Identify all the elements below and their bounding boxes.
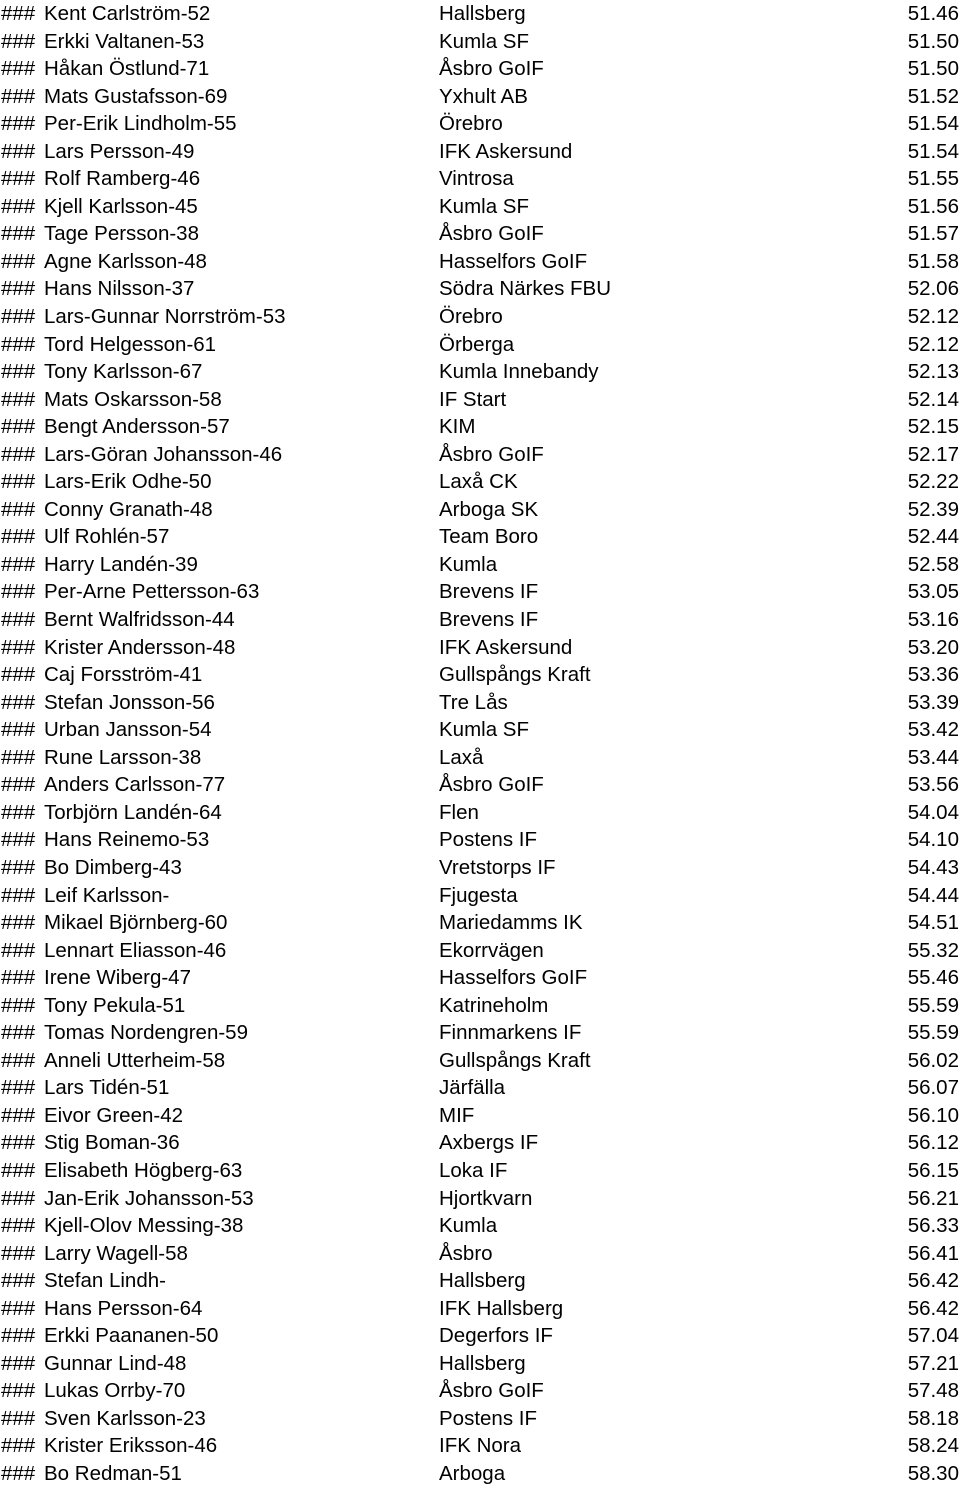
result-row: [0, 992, 960, 1020]
club-cell: Kumla SF: [439, 194, 529, 218]
result-row: [0, 193, 960, 221]
name-cell: Gunnar Lind-48: [44, 1351, 187, 1375]
time-cell: 52.06: [907, 277, 959, 301]
time-cell: 51.50: [907, 57, 959, 81]
result-row: [0, 358, 960, 386]
time-cell: 54.04: [907, 800, 959, 824]
time-cell: 52.13: [907, 360, 959, 384]
time-cell: 51.58: [907, 249, 959, 273]
result-row: [0, 523, 960, 551]
rank-cell: ###: [1, 855, 36, 879]
club-cell: Åsbro GoIF: [439, 222, 544, 246]
name-cell: Torbjörn Landén-64: [44, 800, 222, 824]
club-cell: Hasselfors GoIF: [439, 966, 588, 990]
name-cell: Lars Tidén-51: [44, 1076, 170, 1100]
result-row: [0, 716, 960, 744]
result-row: [0, 28, 960, 56]
club-cell: Postens IF: [439, 828, 537, 852]
name-cell: Agne Karlsson-48: [44, 249, 207, 273]
club-cell: Loka IF: [439, 1158, 508, 1182]
club-cell: Arboga SK: [439, 497, 539, 521]
name-cell: Erkki Paananen-50: [44, 1324, 219, 1348]
rank-cell: ###: [1, 1324, 36, 1348]
result-row: [0, 882, 960, 910]
club-cell: Finnmarkens IF: [439, 1021, 582, 1045]
name-cell: Håkan Östlund-71: [44, 57, 210, 81]
club-cell: IF Start: [439, 387, 507, 411]
rank-cell: ###: [1, 635, 36, 659]
time-cell: 52.17: [907, 442, 959, 466]
club-cell: Brevens IF: [439, 580, 539, 604]
rank-cell: ###: [1, 1186, 36, 1210]
result-row: [0, 771, 960, 799]
name-cell: Conny Granath-48: [44, 497, 213, 521]
name-cell: Larry Wagell-58: [44, 1241, 188, 1265]
result-row: [0, 0, 960, 28]
club-cell: Arboga: [439, 1461, 506, 1485]
time-cell: 52.12: [907, 305, 959, 329]
club-cell: Vretstorps IF: [439, 855, 556, 879]
result-row: [0, 1047, 960, 1075]
time-cell: 54.51: [907, 911, 959, 935]
time-cell: 51.54: [907, 112, 959, 136]
result-row: [0, 578, 960, 606]
club-cell: Mariedamms IK: [439, 911, 583, 935]
result-row: [0, 1267, 960, 1295]
rank-cell: ###: [1, 2, 36, 25]
rank-cell: ###: [1, 1379, 36, 1403]
time-cell: 53.05: [907, 580, 959, 604]
name-cell: Lars-Gunnar Norrström-53: [44, 305, 286, 329]
name-cell: Per-Erik Lindholm-55: [44, 112, 237, 136]
rank-cell: ###: [1, 1406, 36, 1430]
rank-cell: ###: [1, 1214, 36, 1238]
name-cell: Mikael Björnberg-60: [44, 911, 228, 935]
time-cell: 53.20: [907, 635, 959, 659]
club-cell: Hallsberg: [439, 1269, 526, 1293]
time-cell: 56.33: [907, 1214, 959, 1238]
rank-cell: ###: [1, 828, 36, 852]
rank-cell: ###: [1, 305, 36, 329]
name-cell: Lars Persson-49: [44, 139, 195, 163]
result-row: [0, 1405, 960, 1433]
name-cell: Hans Reinemo-53: [44, 828, 210, 852]
result-row: [0, 110, 960, 138]
result-row: [0, 413, 960, 441]
rank-cell: ###: [1, 112, 36, 136]
result-row: [0, 220, 960, 248]
time-cell: 53.16: [907, 608, 959, 632]
rank-cell: ###: [1, 194, 36, 218]
result-row: [0, 964, 960, 992]
rank-cell: ###: [1, 525, 36, 549]
time-cell: 57.48: [907, 1379, 959, 1403]
time-cell: 51.54: [907, 139, 959, 163]
time-cell: 56.15: [907, 1158, 959, 1182]
time-cell: 52.44: [907, 525, 959, 549]
club-cell: Brevens IF: [439, 608, 539, 632]
result-row: [0, 1432, 960, 1460]
name-cell: Caj Forsström-41: [44, 663, 203, 687]
time-cell: 51.52: [907, 84, 959, 108]
rank-cell: ###: [1, 84, 36, 108]
club-cell: Kumla SF: [439, 718, 529, 742]
result-row: [0, 496, 960, 524]
rank-cell: ###: [1, 1461, 36, 1485]
club-cell: Katrineholm: [439, 993, 549, 1017]
club-cell: Laxå: [439, 745, 484, 769]
result-row: [0, 1019, 960, 1047]
name-cell: Kjell Karlsson-45: [44, 194, 198, 218]
club-cell: IFK Askersund: [439, 635, 573, 659]
rank-cell: ###: [1, 773, 36, 797]
rank-cell: ###: [1, 1351, 36, 1375]
result-row: [0, 1129, 960, 1157]
time-cell: 51.55: [907, 167, 959, 191]
name-cell: Bo Redman-51: [44, 1461, 182, 1485]
name-cell: Lars-Göran Johansson-46: [44, 442, 283, 466]
club-cell: Hasselfors GoIF: [439, 249, 588, 273]
time-cell: 56.21: [907, 1186, 959, 1210]
time-cell: 53.42: [907, 718, 959, 742]
time-cell: 57.04: [907, 1324, 959, 1348]
name-cell: Rolf Ramberg-46: [44, 167, 201, 191]
rank-cell: ###: [1, 993, 36, 1017]
club-cell: Kumla SF: [439, 29, 529, 53]
result-row: [0, 468, 960, 496]
rank-cell: ###: [1, 911, 36, 935]
rank-cell: ###: [1, 690, 36, 714]
result-row: [0, 55, 960, 83]
club-cell: KIM: [439, 415, 476, 439]
rank-cell: ###: [1, 745, 36, 769]
result-row: [0, 744, 960, 772]
result-row: [0, 1074, 960, 1102]
rank-cell: ###: [1, 552, 36, 576]
name-cell: Tony Pekula-51: [44, 993, 186, 1017]
time-cell: 55.32: [907, 938, 959, 962]
club-cell: Örebro: [439, 112, 503, 136]
rank-cell: ###: [1, 139, 36, 163]
club-cell: Hallsberg: [439, 2, 526, 25]
rank-cell: ###: [1, 1434, 36, 1458]
club-cell: Vintrosa: [439, 167, 514, 191]
time-cell: 52.39: [907, 497, 959, 521]
time-cell: 52.14: [907, 387, 959, 411]
rank-cell: ###: [1, 608, 36, 632]
time-cell: 53.56: [907, 773, 959, 797]
time-cell: 56.12: [907, 1131, 959, 1155]
time-cell: 52.58: [907, 552, 959, 576]
name-cell: Kjell-Olov Messing-38: [44, 1214, 244, 1238]
club-cell: Flen: [439, 800, 479, 824]
rank-cell: ###: [1, 580, 36, 604]
time-cell: 57.21: [907, 1351, 959, 1375]
rank-cell: ###: [1, 1296, 36, 1320]
name-cell: Hans Nilsson-37: [44, 277, 195, 301]
result-row: [0, 1240, 960, 1268]
club-cell: Axbergs IF: [439, 1131, 539, 1155]
club-cell: Ekorrvägen: [439, 938, 544, 962]
time-cell: 56.07: [907, 1076, 959, 1100]
rank-cell: ###: [1, 497, 36, 521]
club-cell: Kumla: [439, 552, 498, 576]
time-cell: 51.50: [907, 29, 959, 53]
time-cell: 52.22: [907, 470, 959, 494]
rank-cell: ###: [1, 938, 36, 962]
result-row: [0, 1157, 960, 1185]
result-row: [0, 606, 960, 634]
club-cell: Åsbro GoIF: [439, 1379, 544, 1403]
result-row: [0, 1102, 960, 1130]
rank-cell: ###: [1, 800, 36, 824]
time-cell: 52.15: [907, 415, 959, 439]
name-cell: Mats Oskarsson-58: [44, 387, 222, 411]
time-cell: 54.43: [907, 855, 959, 879]
time-cell: 55.46: [907, 966, 959, 990]
rank-cell: ###: [1, 29, 36, 53]
name-cell: Tomas Nordengren-59: [44, 1021, 248, 1045]
time-cell: 58.30: [907, 1461, 959, 1485]
rank-cell: ###: [1, 57, 36, 81]
result-row: [0, 1295, 960, 1323]
name-cell: Bo Dimberg-43: [44, 855, 182, 879]
time-cell: 51.57: [907, 222, 959, 246]
club-cell: Kumla Innebandy: [439, 360, 599, 384]
name-cell: Irene Wiberg-47: [44, 966, 191, 990]
result-row: [0, 275, 960, 303]
rank-cell: ###: [1, 277, 36, 301]
result-row: [0, 165, 960, 193]
name-cell: Mats Gustafsson-69: [44, 84, 228, 108]
rank-cell: ###: [1, 883, 36, 907]
result-row: [0, 661, 960, 689]
rank-cell: ###: [1, 470, 36, 494]
name-cell: Bengt Andersson-57: [44, 415, 230, 439]
club-cell: IFK Nora: [439, 1434, 522, 1458]
name-cell: Tony Karlsson-67: [44, 360, 203, 384]
result-row: [0, 1185, 960, 1213]
club-cell: Yxhult AB: [439, 84, 528, 108]
rank-cell: ###: [1, 167, 36, 191]
result-row: [0, 1322, 960, 1350]
time-cell: 56.42: [907, 1296, 959, 1320]
rank-cell: ###: [1, 1158, 36, 1182]
name-cell: Kent Carlström-52: [44, 2, 211, 25]
time-cell: 54.44: [907, 883, 959, 907]
rank-cell: ###: [1, 1131, 36, 1155]
club-cell: Kumla: [439, 1214, 498, 1238]
time-cell: 58.24: [907, 1434, 959, 1458]
name-cell: Erkki Valtanen-53: [44, 29, 205, 53]
result-row: [0, 138, 960, 166]
rank-cell: ###: [1, 249, 36, 273]
name-cell: Stig Boman-36: [44, 1131, 180, 1155]
result-row: [0, 909, 960, 937]
rank-cell: ###: [1, 1048, 36, 1072]
name-cell: Hans Persson-64: [44, 1296, 203, 1320]
result-row: [0, 441, 960, 469]
name-cell: Jan-Erik Johansson-53: [44, 1186, 254, 1210]
name-cell: Lukas Orrby-70: [44, 1379, 186, 1403]
rank-cell: ###: [1, 415, 36, 439]
club-cell: Södra Närkes FBU: [439, 277, 612, 301]
rank-cell: ###: [1, 966, 36, 990]
name-cell: Leif Karlsson-: [44, 883, 170, 907]
result-row: [0, 937, 960, 965]
result-row: [0, 1460, 960, 1488]
time-cell: 56.02: [907, 1048, 959, 1072]
name-cell: Urban Jansson-54: [44, 718, 212, 742]
result-row: [0, 1350, 960, 1378]
name-cell: Rune Larsson-38: [44, 745, 202, 769]
name-cell: Ulf Rohlén-57: [44, 525, 170, 549]
name-cell: Harry Landén-39: [44, 552, 198, 576]
name-cell: Sven Karlsson-23: [44, 1406, 206, 1430]
name-cell: Tage Persson-38: [44, 222, 199, 246]
rank-cell: ###: [1, 663, 36, 687]
result-row: [0, 854, 960, 882]
name-cell: Stefan Jonsson-56: [44, 690, 215, 714]
name-cell: Lars-Erik Odhe-50: [44, 470, 212, 494]
result-row: [0, 1212, 960, 1240]
time-cell: 55.59: [907, 993, 959, 1017]
club-cell: Team Boro: [439, 525, 539, 549]
name-cell: Per-Arne Pettersson-63: [44, 580, 260, 604]
rank-cell: ###: [1, 387, 36, 411]
result-row: [0, 83, 960, 111]
rank-cell: ###: [1, 1241, 36, 1265]
club-cell: Postens IF: [439, 1406, 537, 1430]
club-cell: Åsbro: [439, 1241, 493, 1265]
time-cell: 53.36: [907, 663, 959, 687]
time-cell: 55.59: [907, 1021, 959, 1045]
time-cell: 53.39: [907, 690, 959, 714]
rank-cell: ###: [1, 1021, 36, 1045]
time-cell: 53.44: [907, 745, 959, 769]
result-row: [0, 1377, 960, 1405]
rank-cell: ###: [1, 1103, 36, 1127]
name-cell: Tord Helgesson-61: [44, 332, 217, 356]
rank-cell: ###: [1, 442, 36, 466]
name-cell: Stefan Lindh-: [44, 1269, 166, 1293]
result-row: [0, 248, 960, 276]
result-row: [0, 826, 960, 854]
rank-cell: ###: [1, 718, 36, 742]
rank-cell: ###: [1, 360, 36, 384]
result-row: [0, 799, 960, 827]
club-cell: Laxå CK: [439, 470, 518, 494]
name-cell: Anneli Utterheim-58: [44, 1048, 226, 1072]
name-cell: Lennart Eliasson-46: [44, 938, 227, 962]
club-cell: Örebro: [439, 305, 503, 329]
time-cell: 56.42: [907, 1269, 959, 1293]
result-row: [0, 634, 960, 662]
result-row: [0, 551, 960, 579]
club-cell: Hallsberg: [439, 1351, 526, 1375]
club-cell: Åsbro GoIF: [439, 442, 544, 466]
name-cell: Krister Andersson-48: [44, 635, 236, 659]
result-row: [0, 689, 960, 717]
rank-cell: ###: [1, 332, 36, 356]
time-cell: 56.41: [907, 1241, 959, 1265]
time-cell: 58.18: [907, 1406, 959, 1430]
time-cell: 54.10: [907, 828, 959, 852]
name-cell: Bernt Walfridsson-44: [44, 608, 235, 632]
name-cell: Elisabeth Högberg-63: [44, 1158, 243, 1182]
name-cell: Eivor Green-42: [44, 1103, 184, 1127]
result-row: [0, 331, 960, 359]
time-cell: 51.56: [907, 194, 959, 218]
club-cell: IFK Hallsberg: [439, 1296, 564, 1320]
result-row: [0, 386, 960, 414]
club-cell: Järfälla: [439, 1076, 506, 1100]
time-cell: 52.12: [907, 332, 959, 356]
club-cell: Gullspångs Kraft: [439, 663, 591, 687]
club-cell: MIF: [439, 1103, 475, 1127]
club-cell: Fjugesta: [439, 883, 518, 907]
club-cell: Hjortkvarn: [439, 1186, 533, 1210]
result-row: [0, 303, 960, 331]
club-cell: Degerfors IF: [439, 1324, 553, 1348]
rank-cell: ###: [1, 222, 36, 246]
rank-cell: ###: [1, 1269, 36, 1293]
club-cell: Åsbro GoIF: [439, 773, 544, 797]
name-cell: Anders Carlsson-77: [44, 773, 226, 797]
club-cell: IFK Askersund: [439, 139, 573, 163]
rank-cell: ###: [1, 1076, 36, 1100]
time-cell: 56.10: [907, 1103, 959, 1127]
club-cell: Åsbro GoIF: [439, 57, 544, 81]
club-cell: Örberga: [439, 332, 515, 356]
club-cell: Tre Lås: [439, 690, 508, 714]
club-cell: Gullspångs Kraft: [439, 1048, 591, 1072]
name-cell: Krister Eriksson-46: [44, 1434, 218, 1458]
time-cell: 51.46: [907, 2, 959, 25]
